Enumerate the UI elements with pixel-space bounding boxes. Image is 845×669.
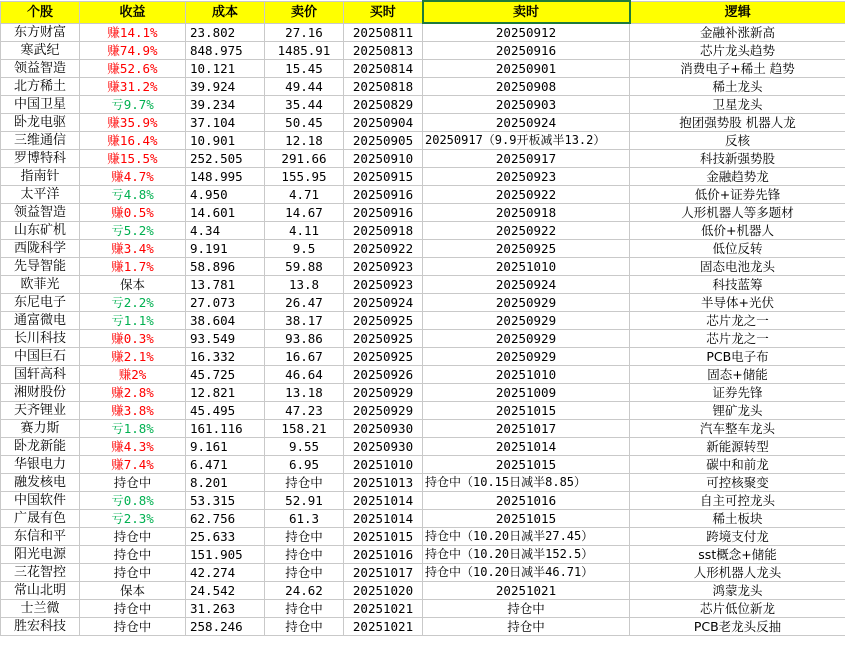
buy-date-cell[interactable]: 20251014 bbox=[344, 492, 423, 510]
table-row bbox=[1, 186, 845, 204]
gain-cell[interactable]: 持仓中 bbox=[80, 528, 186, 546]
table-row bbox=[1, 600, 845, 618]
table-row bbox=[1, 204, 845, 222]
sell-date-cell[interactable]: 20250924 bbox=[423, 276, 630, 294]
logic-cell[interactable]: 跨境支付龙 bbox=[630, 528, 845, 546]
cost-cell[interactable]: 148.995 bbox=[186, 168, 265, 186]
gain-cell[interactable]: 持仓中 bbox=[80, 546, 186, 564]
buy-date-cell[interactable]: 20250929 bbox=[344, 384, 423, 402]
buy-date-cell[interactable]: 20251021 bbox=[344, 600, 423, 618]
stock-name-cell[interactable]: 湘财股份 bbox=[1, 384, 80, 402]
buy-date-cell[interactable]: 20251020 bbox=[344, 582, 423, 600]
table-row bbox=[1, 384, 845, 402]
gain-cell[interactable]: 赚16.4% bbox=[80, 132, 186, 150]
buy-date-cell[interactable]: 20250926 bbox=[344, 366, 423, 384]
table-row bbox=[1, 456, 845, 474]
buy-date-cell[interactable]: 20250916 bbox=[344, 204, 423, 222]
stock-name-cell[interactable]: 常山北明 bbox=[1, 582, 80, 600]
gain-cell[interactable]: 赚0.5% bbox=[80, 204, 186, 222]
logic-cell[interactable]: PCB电子布 bbox=[630, 348, 845, 366]
sell-price-cell[interactable]: 46.64 bbox=[265, 366, 344, 384]
stock-name-cell[interactable]: 中国卫星 bbox=[1, 96, 80, 114]
sell-price-cell[interactable]: 26.47 bbox=[265, 294, 344, 312]
logic-cell[interactable]: 低价+证券先锋 bbox=[630, 186, 845, 204]
cost-cell[interactable]: 6.471 bbox=[186, 456, 265, 474]
buy-date-cell[interactable]: 20250813 bbox=[344, 42, 423, 60]
table-row bbox=[1, 168, 845, 186]
stock-name-cell[interactable]: 太平洋 bbox=[1, 186, 80, 204]
gain-cell[interactable]: 赚3.4% bbox=[80, 240, 186, 258]
stock-name-cell[interactable]: 天齐锂业 bbox=[1, 402, 80, 420]
sell-date-cell[interactable]: 20250903 bbox=[423, 96, 630, 114]
sell-date-cell[interactable]: 20251015 bbox=[423, 510, 630, 528]
sell-price-cell[interactable]: 13.18 bbox=[265, 384, 344, 402]
sell-date-cell[interactable]: 20250929 bbox=[423, 348, 630, 366]
table-row bbox=[1, 258, 845, 276]
table-row bbox=[1, 402, 845, 420]
header-buy-date[interactable]: 买时 bbox=[344, 1, 423, 23]
table-row bbox=[1, 492, 845, 510]
sell-date-cell[interactable]: 持仓中 bbox=[423, 600, 630, 618]
gain-cell[interactable]: 持仓中 bbox=[80, 564, 186, 582]
stock-name-cell[interactable]: 中国巨石 bbox=[1, 348, 80, 366]
cost-cell[interactable]: 12.821 bbox=[186, 384, 265, 402]
table-row bbox=[1, 23, 845, 42]
sell-date-cell[interactable]: 20251021 bbox=[423, 582, 630, 600]
cost-cell[interactable]: 9.161 bbox=[186, 438, 265, 456]
logic-cell[interactable]: 消费电子+稀土 趋势 bbox=[630, 60, 845, 78]
table-row bbox=[1, 150, 845, 168]
sell-date-cell[interactable]: 20251010 bbox=[423, 258, 630, 276]
logic-cell[interactable]: 稀土龙头 bbox=[630, 78, 845, 96]
logic-cell[interactable]: 卫星龙头 bbox=[630, 96, 845, 114]
cost-cell[interactable]: 39.924 bbox=[186, 78, 265, 96]
buy-date-cell[interactable]: 20250930 bbox=[344, 438, 423, 456]
cost-cell[interactable]: 4.34 bbox=[186, 222, 265, 240]
gain-cell[interactable]: 赚31.2% bbox=[80, 78, 186, 96]
logic-cell[interactable]: 金融补涨新高 bbox=[630, 23, 845, 42]
gain-cell[interactable]: 赚2% bbox=[80, 366, 186, 384]
buy-date-cell[interactable]: 20250904 bbox=[344, 114, 423, 132]
header-sell-price[interactable]: 卖价 bbox=[265, 1, 344, 23]
table-row bbox=[1, 312, 845, 330]
logic-cell[interactable]: 人形机器人等多题材 bbox=[630, 204, 845, 222]
logic-cell[interactable]: 半导体+光伏 bbox=[630, 294, 845, 312]
logic-cell[interactable]: 科技新强势股 bbox=[630, 150, 845, 168]
table-row bbox=[1, 438, 845, 456]
sell-date-cell[interactable]: 20250917（9.9开板减半13.2） bbox=[423, 132, 630, 150]
sell-date-cell[interactable]: 20250925 bbox=[423, 240, 630, 258]
stock-name-cell[interactable]: 三维通信 bbox=[1, 132, 80, 150]
buy-date-cell[interactable]: 20250924 bbox=[344, 294, 423, 312]
buy-date-cell[interactable]: 20251010 bbox=[344, 456, 423, 474]
logic-cell[interactable]: 锂矿龙头 bbox=[630, 402, 845, 420]
sell-date-cell[interactable]: 20250922 bbox=[423, 186, 630, 204]
gain-cell[interactable]: 赚35.9% bbox=[80, 114, 186, 132]
sell-date-cell[interactable]: 20250923 bbox=[423, 168, 630, 186]
cost-cell[interactable]: 10.121 bbox=[186, 60, 265, 78]
buy-date-cell[interactable]: 20250818 bbox=[344, 78, 423, 96]
cost-cell[interactable]: 62.756 bbox=[186, 510, 265, 528]
cost-cell[interactable]: 25.633 bbox=[186, 528, 265, 546]
buy-date-cell[interactable]: 20250915 bbox=[344, 168, 423, 186]
logic-cell[interactable]: 芯片龙之一 bbox=[630, 330, 845, 348]
sell-price-cell[interactable]: 1485.91 bbox=[265, 42, 344, 60]
cost-cell[interactable]: 23.802 bbox=[186, 23, 265, 42]
cost-cell[interactable]: 9.191 bbox=[186, 240, 265, 258]
logic-cell[interactable]: 汽车整车龙头 bbox=[630, 420, 845, 438]
gain-cell[interactable]: 赚4.7% bbox=[80, 168, 186, 186]
cost-cell[interactable]: 24.542 bbox=[186, 582, 265, 600]
cost-cell[interactable]: 13.781 bbox=[186, 276, 265, 294]
buy-date-cell[interactable]: 20250905 bbox=[344, 132, 423, 150]
sell-price-cell[interactable]: 9.55 bbox=[265, 438, 344, 456]
sell-price-cell[interactable]: 47.23 bbox=[265, 402, 344, 420]
header-logic[interactable]: 逻辑 bbox=[630, 1, 845, 23]
table-row bbox=[1, 294, 845, 312]
sell-date-cell[interactable]: 20250929 bbox=[423, 312, 630, 330]
sell-price-cell[interactable]: 15.45 bbox=[265, 60, 344, 78]
sell-price-cell[interactable]: 9.5 bbox=[265, 240, 344, 258]
buy-date-cell[interactable]: 20250930 bbox=[344, 420, 423, 438]
sell-date-cell[interactable]: 持仓中（10.20日减半46.71） bbox=[423, 564, 630, 582]
cost-cell[interactable]: 45.725 bbox=[186, 366, 265, 384]
sell-date-cell[interactable]: 持仓中（10.20日减半152.5） bbox=[423, 546, 630, 564]
header-sell-date[interactable]: 卖时 bbox=[423, 1, 630, 23]
buy-date-cell[interactable]: 20251021 bbox=[344, 618, 423, 636]
stock-name-cell[interactable]: 罗博特科 bbox=[1, 150, 80, 168]
stock-name-cell[interactable]: 寒武纪 bbox=[1, 42, 80, 60]
sell-date-cell[interactable]: 20251014 bbox=[423, 438, 630, 456]
logic-cell[interactable]: 自主可控龙头 bbox=[630, 492, 845, 510]
cost-cell[interactable]: 252.505 bbox=[186, 150, 265, 168]
sell-date-cell[interactable]: 20250918 bbox=[423, 204, 630, 222]
cost-cell[interactable]: 4.950 bbox=[186, 186, 265, 204]
logic-cell[interactable]: 芯片龙之一 bbox=[630, 312, 845, 330]
logic-cell[interactable]: PCB老龙头反抽 bbox=[630, 618, 845, 636]
stock-name-cell[interactable]: 通富微电 bbox=[1, 312, 80, 330]
sell-price-cell[interactable]: 50.45 bbox=[265, 114, 344, 132]
sell-price-cell[interactable]: 14.67 bbox=[265, 204, 344, 222]
table-row bbox=[1, 564, 845, 582]
sell-date-cell[interactable]: 20250924 bbox=[423, 114, 630, 132]
gain-cell[interactable]: 赚0.3% bbox=[80, 330, 186, 348]
sell-price-cell[interactable]: 持仓中 bbox=[265, 618, 344, 636]
table-row bbox=[1, 330, 845, 348]
gain-cell[interactable]: 保本 bbox=[80, 276, 186, 294]
logic-cell[interactable]: 固态电池龙头 bbox=[630, 258, 845, 276]
logic-cell[interactable]: 证券先锋 bbox=[630, 384, 845, 402]
table-row bbox=[1, 420, 845, 438]
sell-price-cell[interactable]: 12.18 bbox=[265, 132, 344, 150]
table-row bbox=[1, 348, 845, 366]
cost-cell[interactable]: 31.263 bbox=[186, 600, 265, 618]
buy-date-cell[interactable]: 20251015 bbox=[344, 528, 423, 546]
logic-cell[interactable]: 新能源转型 bbox=[630, 438, 845, 456]
logic-cell[interactable]: 固态+储能 bbox=[630, 366, 845, 384]
gain-cell[interactable]: 亏9.7% bbox=[80, 96, 186, 114]
gain-cell[interactable]: 持仓中 bbox=[80, 474, 186, 492]
gain-cell[interactable]: 持仓中 bbox=[80, 618, 186, 636]
sell-price-cell[interactable]: 持仓中 bbox=[265, 546, 344, 564]
buy-date-cell[interactable]: 20250910 bbox=[344, 150, 423, 168]
gain-cell[interactable]: 亏2.3% bbox=[80, 510, 186, 528]
logic-cell[interactable]: 芯片低位新龙 bbox=[630, 600, 845, 618]
gain-cell[interactable]: 亏1.8% bbox=[80, 420, 186, 438]
sell-price-cell[interactable]: 158.21 bbox=[265, 420, 344, 438]
table-row bbox=[1, 474, 845, 492]
sell-price-cell[interactable]: 61.3 bbox=[265, 510, 344, 528]
table-row bbox=[1, 222, 845, 240]
stock-name-cell[interactable]: 阳光电源 bbox=[1, 546, 80, 564]
sell-date-cell[interactable]: 20250916 bbox=[423, 42, 630, 60]
logic-cell[interactable]: 鸿蒙龙头 bbox=[630, 582, 845, 600]
logic-cell[interactable]: 低位反转 bbox=[630, 240, 845, 258]
cost-cell[interactable]: 53.315 bbox=[186, 492, 265, 510]
stock-name-cell[interactable]: 东信和平 bbox=[1, 528, 80, 546]
logic-cell[interactable]: 金融趋势龙 bbox=[630, 168, 845, 186]
logic-cell[interactable]: 科技蓝筹 bbox=[630, 276, 845, 294]
gain-cell[interactable]: 保本 bbox=[80, 582, 186, 600]
stock-name-cell[interactable]: 长川科技 bbox=[1, 330, 80, 348]
table-row bbox=[1, 42, 845, 60]
stock-name-cell[interactable]: 东方财富 bbox=[1, 23, 80, 42]
buy-date-cell[interactable]: 20250925 bbox=[344, 348, 423, 366]
sell-date-cell[interactable]: 20250912 bbox=[423, 23, 630, 42]
sell-price-cell[interactable]: 4.11 bbox=[265, 222, 344, 240]
stock-name-cell[interactable]: 东尼电子 bbox=[1, 294, 80, 312]
header-stock[interactable]: 个股 bbox=[1, 1, 80, 23]
header-cost[interactable]: 成本 bbox=[186, 1, 265, 23]
cost-cell[interactable]: 45.495 bbox=[186, 402, 265, 420]
gain-cell[interactable]: 亏4.8% bbox=[80, 186, 186, 204]
buy-date-cell[interactable]: 20250923 bbox=[344, 258, 423, 276]
stock-name-cell[interactable]: 西陇科学 bbox=[1, 240, 80, 258]
sell-price-cell[interactable]: 持仓中 bbox=[265, 474, 344, 492]
buy-date-cell[interactable]: 20251014 bbox=[344, 510, 423, 528]
sell-price-cell[interactable]: 59.88 bbox=[265, 258, 344, 276]
sell-price-cell[interactable]: 持仓中 bbox=[265, 528, 344, 546]
buy-date-cell[interactable]: 20251017 bbox=[344, 564, 423, 582]
gain-cell[interactable]: 赚2.1% bbox=[80, 348, 186, 366]
table-row bbox=[1, 582, 845, 600]
cost-cell[interactable]: 8.201 bbox=[186, 474, 265, 492]
cost-cell[interactable]: 58.896 bbox=[186, 258, 265, 276]
gain-cell[interactable]: 赚52.6% bbox=[80, 60, 186, 78]
sell-date-cell[interactable]: 20250929 bbox=[423, 330, 630, 348]
cost-cell[interactable]: 42.274 bbox=[186, 564, 265, 582]
gain-cell[interactable]: 亏5.2% bbox=[80, 222, 186, 240]
stock-name-cell[interactable]: 士兰微 bbox=[1, 600, 80, 618]
sell-date-cell[interactable]: 持仓中 bbox=[423, 618, 630, 636]
table-row bbox=[1, 96, 845, 114]
sell-date-cell[interactable]: 20250917 bbox=[423, 150, 630, 168]
gain-cell[interactable]: 亏0.8% bbox=[80, 492, 186, 510]
sell-price-cell[interactable]: 291.66 bbox=[265, 150, 344, 168]
logic-cell[interactable]: sst概念+储能 bbox=[630, 546, 845, 564]
cost-cell[interactable]: 161.116 bbox=[186, 420, 265, 438]
buy-date-cell[interactable]: 20250918 bbox=[344, 222, 423, 240]
gain-cell[interactable]: 持仓中 bbox=[80, 600, 186, 618]
logic-cell[interactable]: 稀土板块 bbox=[630, 510, 845, 528]
table-row bbox=[1, 114, 845, 132]
logic-cell[interactable]: 碳中和前龙 bbox=[630, 456, 845, 474]
sell-price-cell[interactable]: 49.44 bbox=[265, 78, 344, 96]
logic-cell[interactable]: 芯片龙头趋势 bbox=[630, 42, 845, 60]
gain-cell[interactable]: 赚14.1% bbox=[80, 23, 186, 42]
stock-name-cell[interactable]: 北方稀土 bbox=[1, 78, 80, 96]
stock-name-cell[interactable]: 中国软件 bbox=[1, 492, 80, 510]
buy-date-cell[interactable]: 20250929 bbox=[344, 402, 423, 420]
sell-price-cell[interactable]: 持仓中 bbox=[265, 600, 344, 618]
buy-date-cell[interactable]: 20251016 bbox=[344, 546, 423, 564]
gain-cell[interactable]: 赚1.7% bbox=[80, 258, 186, 276]
stock-name-cell[interactable]: 领益智造 bbox=[1, 204, 80, 222]
cost-cell[interactable]: 16.332 bbox=[186, 348, 265, 366]
buy-date-cell[interactable]: 20251013 bbox=[344, 474, 423, 492]
stock-name-cell[interactable]: 指南针 bbox=[1, 168, 80, 186]
gain-cell[interactable]: 亏2.2% bbox=[80, 294, 186, 312]
sell-price-cell[interactable]: 6.95 bbox=[265, 456, 344, 474]
cost-cell[interactable]: 39.234 bbox=[186, 96, 265, 114]
cost-cell[interactable]: 37.104 bbox=[186, 114, 265, 132]
logic-cell[interactable]: 人形机器人龙头 bbox=[630, 564, 845, 582]
sell-date-cell[interactable]: 持仓中（10.20日减半27.45） bbox=[423, 528, 630, 546]
sell-price-cell[interactable]: 16.67 bbox=[265, 348, 344, 366]
logic-cell[interactable]: 低价+机器人 bbox=[630, 222, 845, 240]
table-row bbox=[1, 60, 845, 78]
cost-cell[interactable]: 10.901 bbox=[186, 132, 265, 150]
stock-name-cell[interactable]: 赛力斯 bbox=[1, 420, 80, 438]
table-row bbox=[1, 276, 845, 294]
buy-date-cell[interactable]: 20250925 bbox=[344, 330, 423, 348]
table-row bbox=[1, 618, 845, 636]
cost-cell[interactable]: 93.549 bbox=[186, 330, 265, 348]
gain-cell[interactable]: 亏1.1% bbox=[80, 312, 186, 330]
stock-name-cell[interactable]: 卧龙电驱 bbox=[1, 114, 80, 132]
buy-date-cell[interactable]: 20250923 bbox=[344, 276, 423, 294]
sell-date-cell[interactable]: 20251010 bbox=[423, 366, 630, 384]
table-row bbox=[1, 240, 845, 258]
logic-cell[interactable]: 反核 bbox=[630, 132, 845, 150]
gain-cell[interactable]: 赚7.4% bbox=[80, 456, 186, 474]
sell-price-cell[interactable]: 35.44 bbox=[265, 96, 344, 114]
header-row bbox=[1, 1, 845, 23]
sell-date-cell[interactable]: 20250908 bbox=[423, 78, 630, 96]
table-row bbox=[1, 510, 845, 528]
sell-price-cell[interactable]: 27.16 bbox=[265, 23, 344, 42]
gain-cell[interactable]: 赚4.3% bbox=[80, 438, 186, 456]
gain-cell[interactable]: 赚3.8% bbox=[80, 402, 186, 420]
sell-date-cell[interactable]: 20251017 bbox=[423, 420, 630, 438]
stock-name-cell[interactable]: 领益智造 bbox=[1, 60, 80, 78]
sell-date-cell[interactable]: 持仓中（10.15日减半8.85） bbox=[423, 474, 630, 492]
table-row bbox=[1, 546, 845, 564]
stock-name-cell[interactable]: 国轩高科 bbox=[1, 366, 80, 384]
gain-cell[interactable]: 赚15.5% bbox=[80, 150, 186, 168]
buy-date-cell[interactable]: 20250916 bbox=[344, 186, 423, 204]
sell-price-cell[interactable]: 4.71 bbox=[265, 186, 344, 204]
sell-date-cell[interactable]: 20250922 bbox=[423, 222, 630, 240]
table-row bbox=[1, 366, 845, 384]
stock-name-cell[interactable]: 胜宏科技 bbox=[1, 618, 80, 636]
cost-cell[interactable]: 27.073 bbox=[186, 294, 265, 312]
stock-name-cell[interactable]: 融发核电 bbox=[1, 474, 80, 492]
sell-date-cell[interactable]: 20251015 bbox=[423, 402, 630, 420]
stock-name-cell[interactable]: 先导智能 bbox=[1, 258, 80, 276]
sell-date-cell[interactable]: 20251009 bbox=[423, 384, 630, 402]
sell-price-cell[interactable]: 持仓中 bbox=[265, 564, 344, 582]
buy-date-cell[interactable]: 20250922 bbox=[344, 240, 423, 258]
sell-date-cell[interactable]: 20250901 bbox=[423, 60, 630, 78]
cost-cell[interactable]: 258.246 bbox=[186, 618, 265, 636]
stock-name-cell[interactable]: 三花智控 bbox=[1, 564, 80, 582]
cost-cell[interactable]: 151.905 bbox=[186, 546, 265, 564]
gain-cell[interactable]: 赚74.9% bbox=[80, 42, 186, 60]
stock-name-cell[interactable]: 山东矿机 bbox=[1, 222, 80, 240]
sell-date-cell[interactable]: 20251015 bbox=[423, 456, 630, 474]
sell-date-cell[interactable]: 20250929 bbox=[423, 294, 630, 312]
sell-price-cell[interactable]: 13.8 bbox=[265, 276, 344, 294]
sell-price-cell[interactable]: 38.17 bbox=[265, 312, 344, 330]
buy-date-cell[interactable]: 20250829 bbox=[344, 96, 423, 114]
gain-cell[interactable]: 赚2.8% bbox=[80, 384, 186, 402]
sell-price-cell[interactable]: 155.95 bbox=[265, 168, 344, 186]
table-row bbox=[1, 132, 845, 150]
sell-price-cell[interactable]: 24.62 bbox=[265, 582, 344, 600]
stock-name-cell[interactable]: 欧菲光 bbox=[1, 276, 80, 294]
table-row bbox=[1, 528, 845, 546]
cost-cell[interactable]: 38.604 bbox=[186, 312, 265, 330]
buy-date-cell[interactable]: 20250814 bbox=[344, 60, 423, 78]
stock-name-cell[interactable]: 广晟有色 bbox=[1, 510, 80, 528]
sell-price-cell[interactable]: 93.86 bbox=[265, 330, 344, 348]
buy-date-cell[interactable]: 20250811 bbox=[344, 23, 423, 42]
header-gain[interactable]: 收益 bbox=[80, 1, 186, 23]
sell-date-cell[interactable]: 20251016 bbox=[423, 492, 630, 510]
logic-cell[interactable]: 抱团强势股 机器人龙 bbox=[630, 114, 845, 132]
stock-name-cell[interactable]: 卧龙新能 bbox=[1, 438, 80, 456]
cost-cell[interactable]: 848.975 bbox=[186, 42, 265, 60]
sell-price-cell[interactable]: 52.91 bbox=[265, 492, 344, 510]
cost-cell[interactable]: 14.601 bbox=[186, 204, 265, 222]
stock-name-cell[interactable]: 华银电力 bbox=[1, 456, 80, 474]
buy-date-cell[interactable]: 20250925 bbox=[344, 312, 423, 330]
table-row bbox=[1, 78, 845, 96]
logic-cell[interactable]: 可控核聚变 bbox=[630, 474, 845, 492]
